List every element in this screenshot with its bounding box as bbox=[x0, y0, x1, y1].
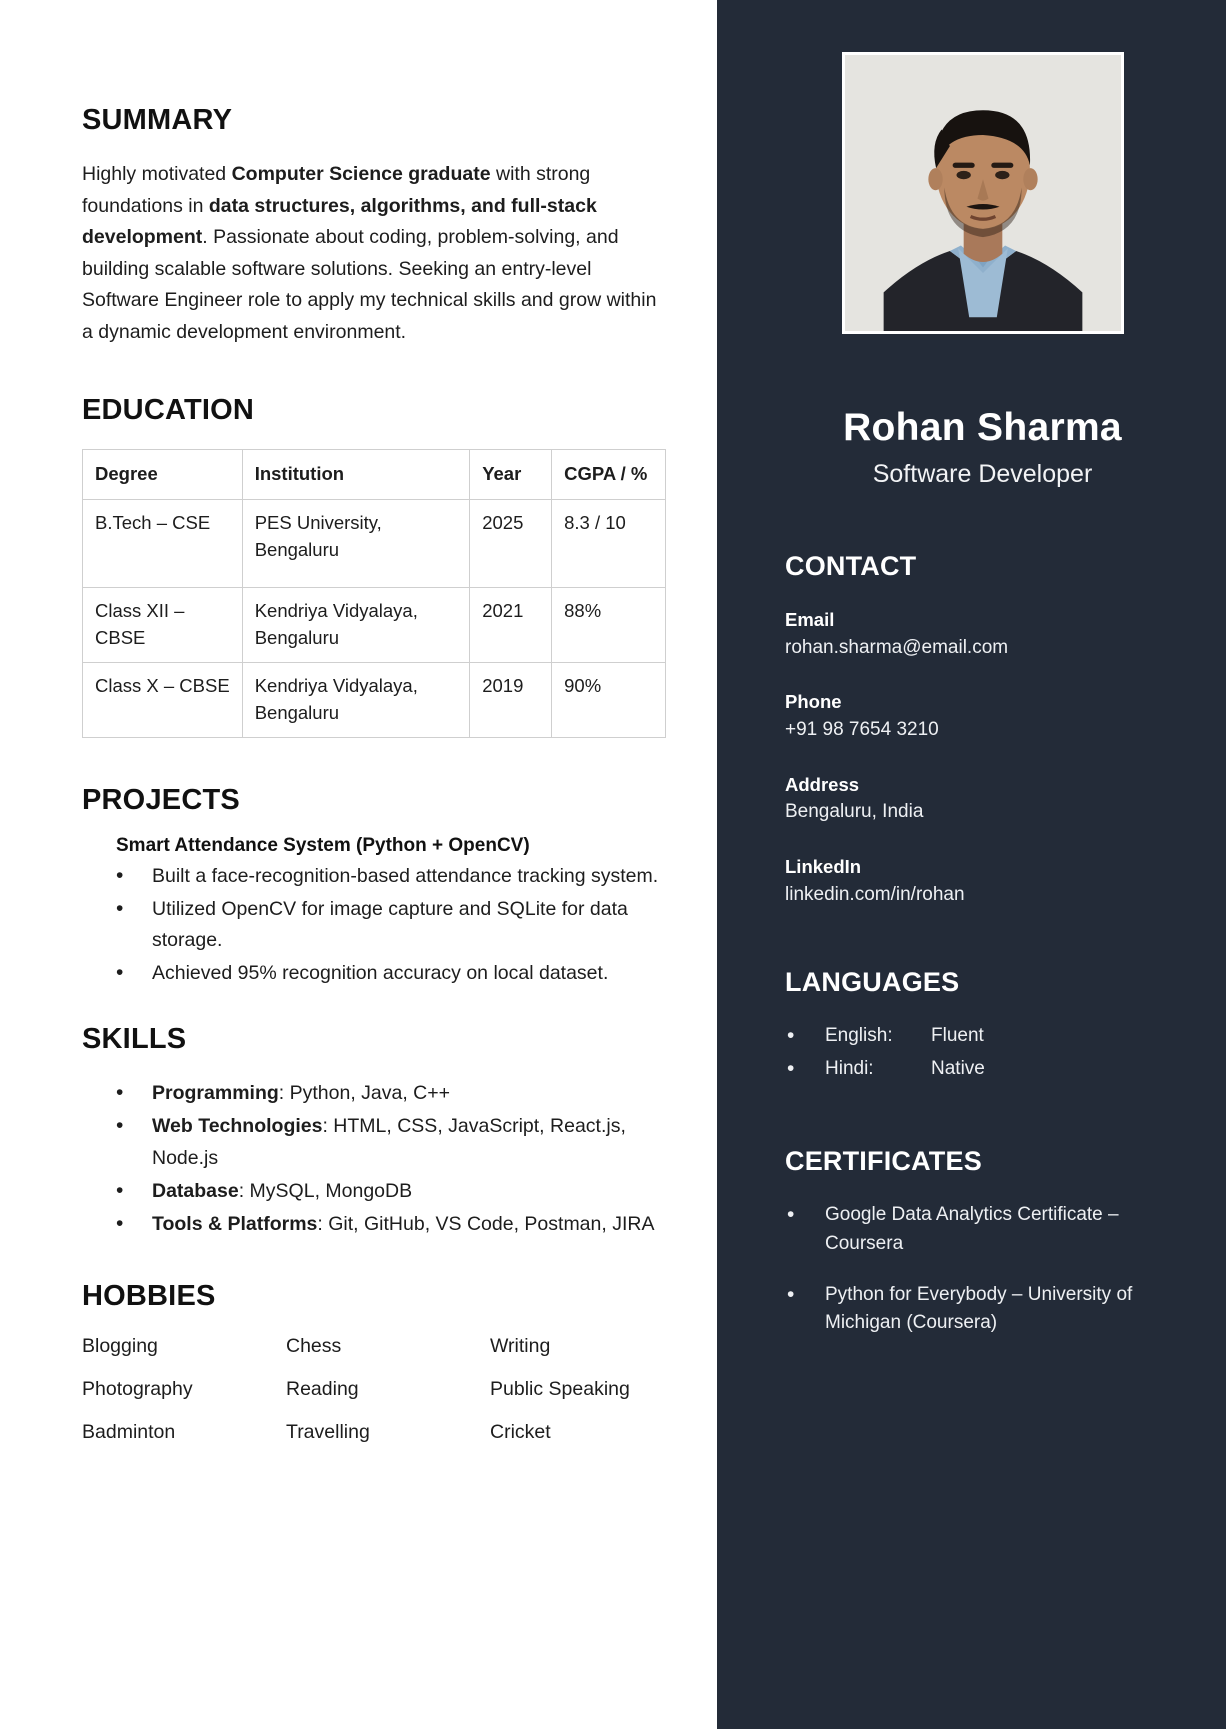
list-item: • Google Data Analytics Certificate – Coursera bbox=[785, 1201, 1180, 1259]
contact-block-address bbox=[785, 771, 1180, 827]
cell-institution: Kendriya Vidyalaya, Bengaluru bbox=[242, 588, 470, 663]
projects-heading: PROJECTS bbox=[82, 783, 240, 816]
skill-value: : HTML, CSS, JavaScript, React.js, Node.js bbox=[152, 1115, 626, 1169]
cell-degree: Class X – CBSE bbox=[83, 662, 243, 737]
language-name: Hindi: bbox=[825, 1057, 874, 1079]
languages-section bbox=[785, 967, 1180, 1084]
skill-label: Web Technologies bbox=[152, 1115, 323, 1138]
hobby-item: Travelling bbox=[286, 1421, 370, 1444]
cell-year: 2019 bbox=[470, 662, 552, 737]
table-row bbox=[83, 662, 666, 737]
table-row bbox=[83, 500, 666, 588]
hobby-item: Cricket bbox=[490, 1421, 551, 1444]
language-level: Native bbox=[931, 1057, 985, 1079]
certificates-list bbox=[785, 1201, 1180, 1339]
cell-degree: B.Tech – CSE bbox=[83, 500, 243, 588]
contact-block-phone bbox=[785, 688, 1180, 744]
language-name: English: bbox=[825, 1025, 893, 1046]
cell-year: 2025 bbox=[470, 500, 552, 588]
hobby-item: Badminton bbox=[82, 1421, 176, 1444]
list-item bbox=[785, 1022, 1180, 1051]
column-header-cgpa: CGPA / % bbox=[552, 450, 666, 500]
summary-heading: SUMMARY bbox=[82, 104, 233, 136]
list-item: • Python for Everybody – University of Michigan (Coursera) bbox=[785, 1281, 1180, 1339]
project-title: Smart Attendance System (Python + OpenCV) bbox=[116, 834, 530, 856]
skill-value: : Python, Java, C++ bbox=[278, 1082, 451, 1105]
cell-degree: Class XII – CBSE bbox=[83, 588, 243, 663]
contact-label: Phone bbox=[785, 691, 842, 713]
contact-heading: CONTACT bbox=[785, 551, 917, 581]
hobbies-grid bbox=[82, 1335, 665, 1444]
hobby-item: Blogging bbox=[82, 1335, 158, 1358]
contact-section bbox=[785, 551, 1180, 909]
list-item bbox=[82, 1176, 665, 1207]
job-title: Software Developer bbox=[872, 460, 1093, 488]
address-value: Bengaluru, India bbox=[785, 801, 924, 823]
cell-score: 88% bbox=[552, 588, 666, 663]
summary-section bbox=[82, 104, 665, 348]
hobbies-section bbox=[82, 1280, 665, 1444]
skill-value: : Git, GitHub, VS Code, Postman, JIRA bbox=[317, 1213, 655, 1236]
education-table bbox=[82, 449, 666, 737]
list-item: • Built a face-recognition-based attendance tracking system. bbox=[82, 861, 665, 892]
skills-list bbox=[82, 1078, 665, 1240]
list-item: • Achieved 95% recognition accuracy on local dataset. bbox=[82, 958, 665, 989]
summary-text: Highly motivated Computer Science graduate with strong foundations in data structures, algorithms, and full-stack development. Passionate about coding, problem-solving, and building scalable software solutions. Seeking an entry-level Software Engineer role to apply my technical skills and grow within a dynamic development environment. bbox=[82, 163, 657, 343]
hobby-item: Writing bbox=[490, 1335, 551, 1358]
skills-heading: SKILLS bbox=[82, 1023, 187, 1056]
education-heading: EDUCATION bbox=[82, 394, 255, 427]
languages-heading: LANGUAGES bbox=[785, 967, 960, 997]
cell-institution: PES University, Bengaluru bbox=[242, 500, 470, 588]
linkedin-value[interactable]: linkedin.com/in/rohan bbox=[785, 883, 965, 905]
certificates-heading: CERTIFICATES bbox=[785, 1145, 982, 1176]
contact-label: LinkedIn bbox=[785, 855, 862, 877]
cell-year: 2021 bbox=[470, 588, 552, 663]
skill-label: Programming bbox=[152, 1082, 279, 1105]
page-title: Rohan Sharma bbox=[843, 406, 1122, 449]
language-level: Fluent bbox=[931, 1025, 984, 1046]
phone-value[interactable]: +91 98 7654 3210 bbox=[785, 719, 939, 740]
hobby-item: Public Speaking bbox=[490, 1378, 630, 1401]
project-bullet-list bbox=[82, 861, 665, 990]
cell-score: 8.3 / 10 bbox=[552, 500, 666, 588]
cell-score: 90% bbox=[552, 662, 666, 737]
contact-block-email bbox=[785, 606, 1180, 662]
certificates-section bbox=[785, 1146, 1180, 1339]
skills-section bbox=[82, 1023, 665, 1240]
list-item: • Utilized OpenCV for image capture and SQLite for data storage. bbox=[82, 894, 665, 956]
skill-label: Database bbox=[152, 1179, 239, 1202]
table-header-row bbox=[83, 450, 666, 500]
column-header-degree: Degree bbox=[83, 450, 243, 500]
hobbies-heading: HOBBIES bbox=[82, 1280, 216, 1313]
projects-section bbox=[82, 784, 665, 990]
list-item bbox=[82, 1111, 665, 1173]
education-section bbox=[82, 394, 665, 737]
list-item bbox=[82, 1209, 665, 1240]
avatar bbox=[842, 52, 1124, 334]
column-header-year: Year bbox=[470, 450, 552, 500]
list-item bbox=[82, 1078, 665, 1109]
sidebar bbox=[713, 0, 1226, 1729]
hobby-item: Chess bbox=[286, 1335, 342, 1358]
contact-label: Address bbox=[785, 773, 860, 795]
skill-label: Tools & Platforms bbox=[152, 1213, 318, 1236]
contact-label: Email bbox=[785, 609, 835, 630]
contact-block-linkedin bbox=[785, 853, 1180, 909]
table-row bbox=[83, 588, 666, 663]
languages-list bbox=[785, 1022, 1180, 1084]
list-item bbox=[785, 1055, 1180, 1084]
hobby-item: Photography bbox=[82, 1378, 193, 1401]
profile-photo-illustration bbox=[845, 55, 1121, 331]
hobby-item: Reading bbox=[286, 1378, 359, 1401]
email-value[interactable]: rohan.sharma@email.com bbox=[785, 636, 1009, 658]
cell-institution: Kendriya Vidyalaya, Bengaluru bbox=[242, 662, 470, 737]
column-header-institution: Institution bbox=[242, 450, 470, 500]
skill-value: : MySQL, MongoDB bbox=[238, 1179, 413, 1202]
